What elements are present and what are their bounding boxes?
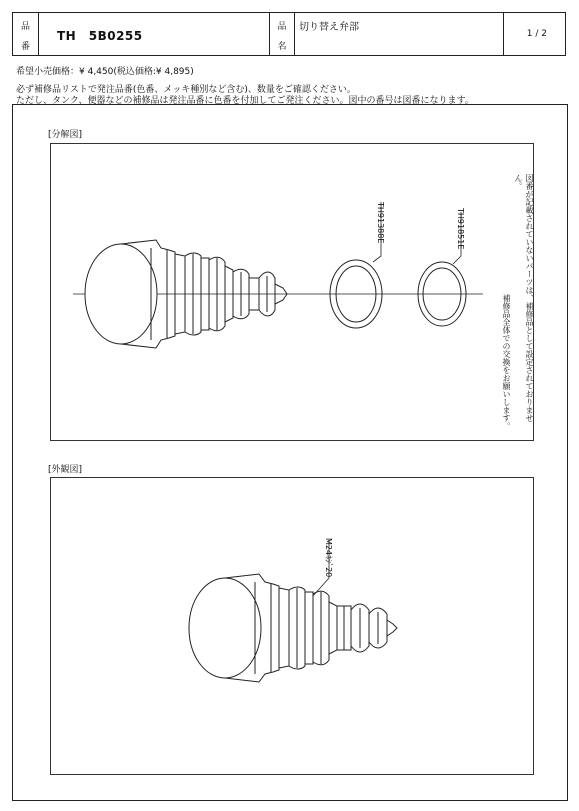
exploded-view-frame [50,143,534,441]
callout-label: TH91388E [376,202,385,244]
side-note: 補修品全体での交換をお願いします。 [502,294,511,430]
price-line: 希望小売価格：¥ 4,450(税込価格:¥ 4,895) [16,67,194,77]
cartridge-cap [189,578,261,678]
page-divider [503,13,504,55]
label-hin: 品 [20,22,30,32]
external-view-frame [50,477,534,775]
external-view-label: [外観図] [48,465,83,475]
part-code-label-cell [13,13,39,55]
page-number: 1 / 2 [526,29,547,39]
exploded-view-label: [分解図] [48,130,83,140]
label-ban: 番 [20,42,30,52]
part-name-label-cell [269,13,295,55]
label-hin2: 品 [277,22,287,32]
header-table [12,12,566,56]
label-mei: 名 [277,42,287,52]
external-drawing [51,478,535,776]
side-note: 図番が記載されていないパーツは、補修品として設定されておりません。 [514,174,534,422]
exploded-drawing [51,144,535,442]
callout-label: TH91851E [456,208,465,250]
part-name: 切り替え弁部 [299,22,359,33]
note-line: 必ず補修品リストで発注品番(色番、メッキ種別など含む)、数量をご確認ください。 [16,85,356,95]
note-line: ただし、タンク、便器などの補修品は発注品番に色番を付加してご発注ください。図中の番号は図番になります。 [16,96,474,106]
callout-label: M24ﾈｼﾞ20 [324,538,333,578]
cartridge-cap [85,244,157,344]
part-code: TH 5B0255 [57,29,143,43]
